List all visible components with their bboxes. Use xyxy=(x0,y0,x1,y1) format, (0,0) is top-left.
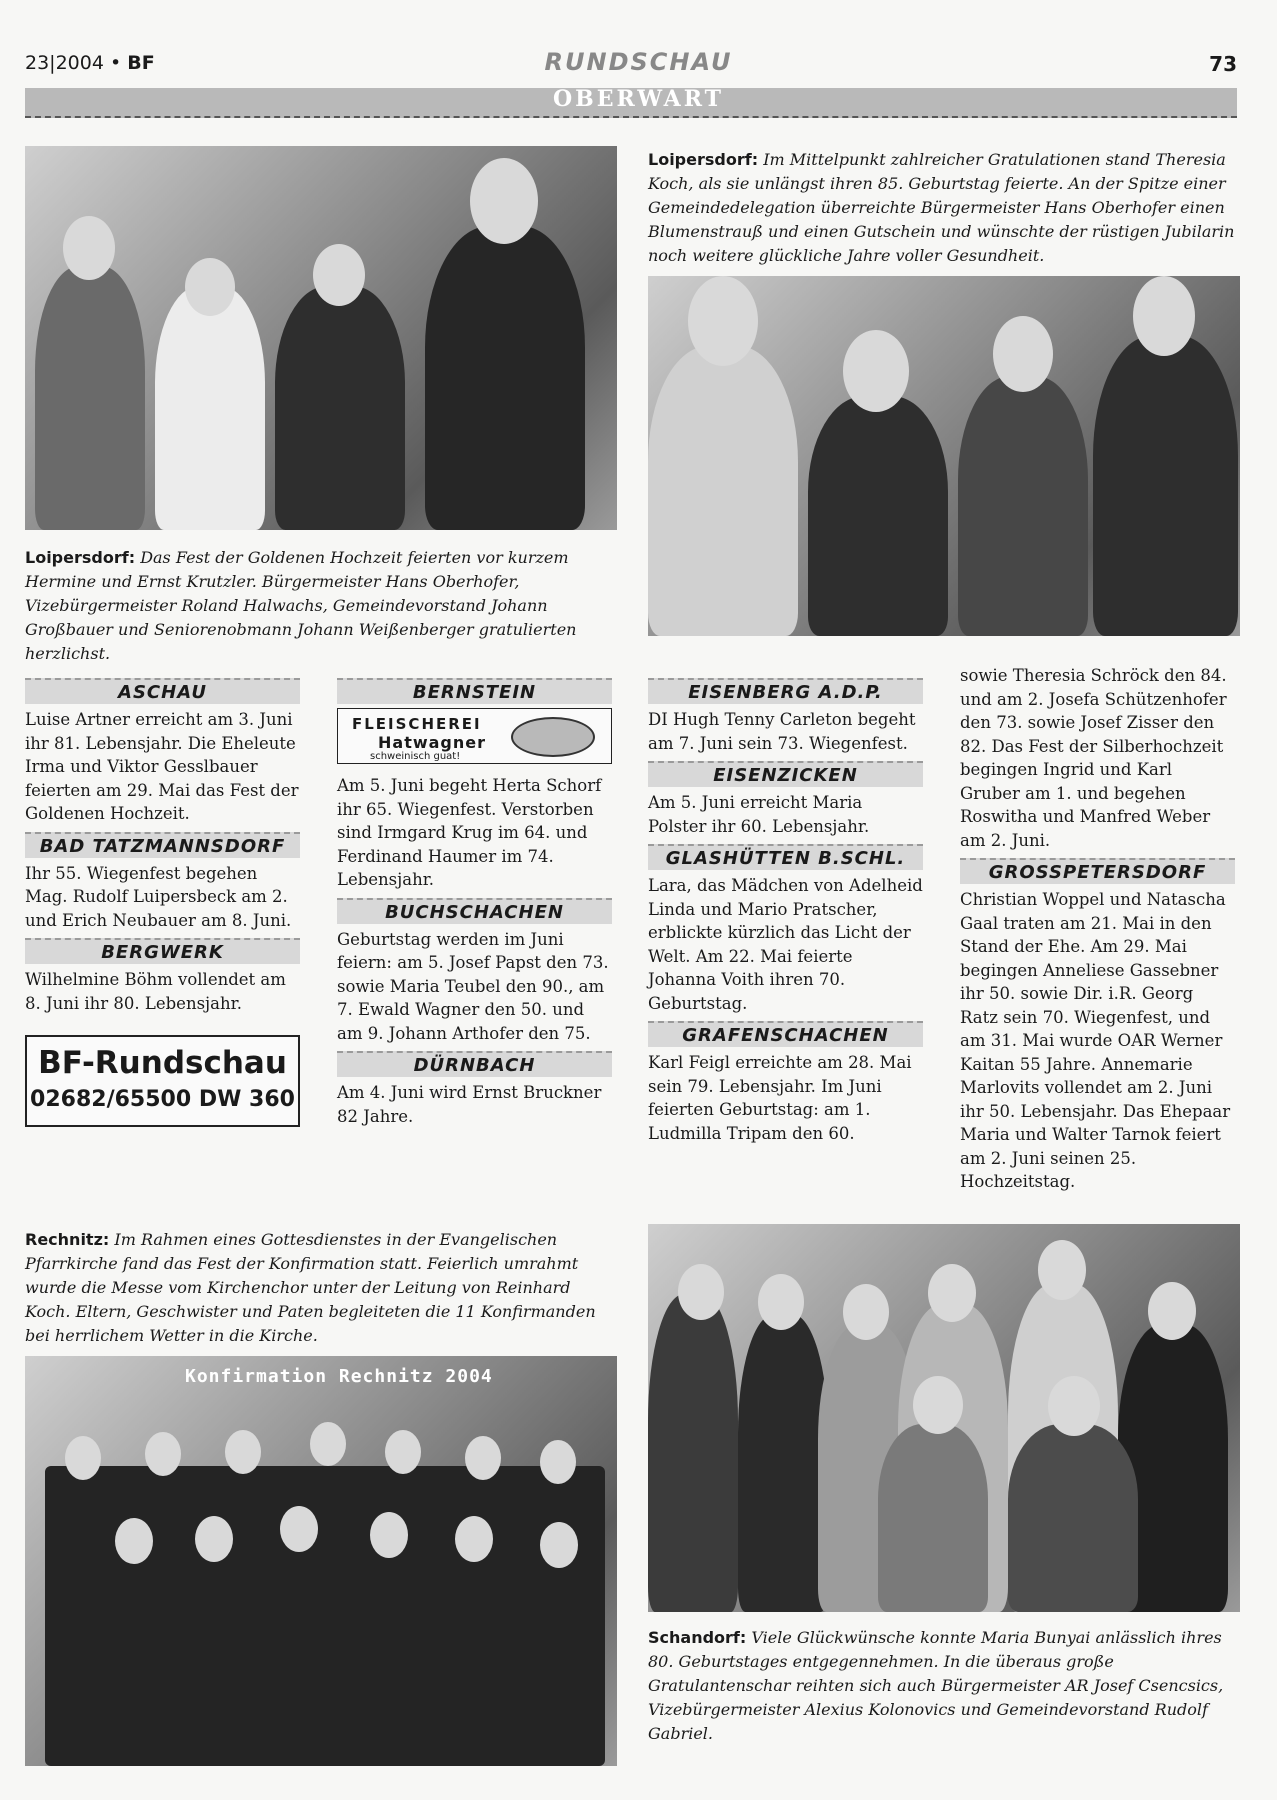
section-heading: ASCHAU xyxy=(25,678,300,704)
section-body: Christian Woppel und Natascha Gaal traten am 21. Mai in den Stand der Ehe. Am 29. Mai begingen Anneliese Gassebner ihr 50. sowie Dir. i.R. Georg Ratz sein 70. Wiegenfest, und am 31. Mai wurde OAR Werner Kaitan 55 Jahre. Annemarie Marlovits vollendet am 2. Juni ihr 50. Lebensjahr. Das Ehepaar Maria und Walter Tarnok feiert am 2. Juni seinen 25. Hochzeitstag. xyxy=(960,890,1231,1191)
caption-place: Rechnitz: xyxy=(25,1230,110,1249)
ad-line2: Hatwagner xyxy=(378,733,486,752)
section-body: Luise Artner erreicht am 3. Juni ihr 81. Lebensjahr. Die Eheleute Irma und Viktor Gesslbauer feierten am 29. Mai das Fest der Goldenen Hochzeit. xyxy=(25,710,299,823)
section-aschau xyxy=(25,678,300,826)
section-heading: BUCHSCHACHEN xyxy=(337,898,612,924)
caption-rechnitz xyxy=(25,1228,617,1348)
column-1 xyxy=(25,672,300,1127)
caption-theresia-koch xyxy=(648,148,1240,268)
photo-schandorf xyxy=(648,1224,1240,1612)
ad-phone: 02682/65500 DW 360 xyxy=(30,1087,295,1112)
section-grosspetersdorf xyxy=(960,858,1235,1194)
section-heading: BAD TATZMANNSDORF xyxy=(25,832,300,858)
section-heading: DÜRNBACH xyxy=(337,1051,612,1077)
caption-place: Loipersdorf: xyxy=(25,548,136,567)
section-body: Am 4. Juni wird Ernst Bruckner 82 Jahre. xyxy=(337,1083,602,1126)
section-bernstein xyxy=(337,678,612,892)
ad-fleischerei xyxy=(337,708,612,764)
section-body: Am 5. Juni erreicht Maria Polster ihr 60. Lebensjahr. xyxy=(648,793,870,836)
section-heading: GROSSPETERSDORF xyxy=(960,858,1235,884)
section-glashuetten xyxy=(648,844,923,1015)
section-heading: GRAFENSCHACHEN xyxy=(648,1021,923,1047)
section-body: Wilhelmine Böhm vollendet am 8. Juni ihr 80. Lebensjahr. xyxy=(25,970,286,1013)
section-buchschachen xyxy=(337,898,612,1046)
ad-slogan: schweinisch guat! xyxy=(370,751,461,762)
section-heading: EISENBERG A.D.P. xyxy=(648,678,923,704)
section-body-continued: sowie Theresia Schröck den 84. und am 2. Josefa Schützenhofer den 73. sowie Josef Zisser den 82. Das Fest der Silberhochzeit begingen Ingrid und Karl Gruber am 1. und begehen Roswitha und Manfred Weber am 2. Juni. xyxy=(960,666,1227,850)
paper-abbr: BF xyxy=(127,52,155,74)
section-heading: EISENZICKEN xyxy=(648,761,923,787)
separator-dot: • xyxy=(109,52,122,74)
caption-text: Das Fest der Goldenen Hochzeit feierten vor kurzem Hermine und Ernst Krutzler. Bürgermeister Hans Oberhofer, Vizebürgermeister Roland Halwachs, Gemeindevorstand Johann Großbauer und Seniorenobmann Johann Weißenberger gratulierten herzlichst. xyxy=(25,548,577,663)
caption-text: Viele Glückwünsche konnte Maria Bunyai anlässlich ihres 80. Geburtstages entgegennehmen. In die überaus große Gratulantenschar reihten sich auch Bürgermeister AR Josef Csencsics, Vizebürgermeister Alexius Kolonovics und Gemeindevorstand Rudolf Gabriel. xyxy=(648,1628,1224,1743)
page-number: 73 xyxy=(1209,52,1237,76)
photo-banner: Konfirmation Rechnitz 2004 xyxy=(185,1366,493,1387)
region-title: OBERWART xyxy=(553,86,724,112)
section-duernbach xyxy=(337,1051,612,1128)
section-eisenzicken xyxy=(648,761,923,838)
caption-place: Loipersdorf: xyxy=(648,150,759,169)
section-body: DI Hugh Tenny Carleton begeht am 7. Juni sein 73. Wiegenfest. xyxy=(648,710,916,753)
section-name: RUNDSCHAU xyxy=(544,48,733,76)
section-heading: BERNSTEIN xyxy=(337,678,612,704)
section-body: Ihr 55. Wiegenfest begehen Mag. Rudolf Luipersbeck am 2. und Erich Neubauer am 8. Juni. xyxy=(25,863,292,930)
section-body: Karl Feigl erreichte am 28. Mai sein 79. Lebensjahr. Im Juni feierten Geburtstag: am 1. Ludmilla Tripam den 60. xyxy=(648,1053,912,1143)
section-bergwerk xyxy=(25,938,300,1015)
column-2 xyxy=(337,672,612,1128)
section-heading: GLASHÜTTEN B.SCHL. xyxy=(648,844,923,870)
caption-text: Im Rahmen eines Gottesdienstes in der Evangelischen Pfarrkirche fand das Fest der Konfirmation statt. Feierlich umrahmt wurde die Messe vom Kirchenchor unter der Leitung von Reinhard Koch. Eltern, Geschwister und Paten begleiteten die 11 Konfirmanden bei herrlichem Wetter in die Kirche. xyxy=(25,1230,596,1345)
photo-85th-birthday xyxy=(648,276,1240,636)
caption-schandorf xyxy=(648,1626,1240,1746)
ad-line1: FLEISCHEREI xyxy=(352,715,482,733)
caption-text: Im Mittelpunkt zahlreicher Gratulationen stand Theresia Koch, als sie unlängst ihren 85. Geburtstag feierte. An der Spitze einer Gemeindedelegation überreichte Bürgermeister Hans Oberhofer einen Blumenstrauß und einen Gutschein und wünschte der rüstigen Jubilarin noch weitere glückliche Jahre voller Gesundheit. xyxy=(648,150,1235,265)
section-body: Am 5. Juni begeht Herta Schorf ihr 65. Wiegenfest. Verstorben sind Irmgard Krug im 64. und Ferdinand Haumer im 74. Lebensjahr. xyxy=(337,776,602,889)
photo-konfirmation xyxy=(25,1356,617,1766)
section-grafenschachen xyxy=(648,1021,923,1145)
caption-krutzler xyxy=(25,546,617,666)
section-bad-tatzmannsdorf xyxy=(25,832,300,933)
section-body: Geburtstag werden im Juni feiern: am 5. Josef Papst den 73. sowie Maria Teubel den 90., am 7. Ewald Wagner den 50. und am 9. Johann Arthofer den 75. xyxy=(337,929,609,1043)
issue-number: 23|2004 xyxy=(25,52,104,74)
caption-place: Schandorf: xyxy=(648,1628,747,1647)
ad-bf-rundschau xyxy=(25,1035,300,1127)
photo-golden-wedding xyxy=(25,146,617,530)
section-body: Lara, das Mädchen von Adelheid Linda und Mario Pratscher, erblickte kürzlich das Licht der Welt. Am 22. Mai feierte Johanna Voith ihren 70. Geburtstag. xyxy=(648,876,923,1013)
column-4 xyxy=(960,664,1235,1194)
ad-name: BF-Rundschau xyxy=(38,1045,287,1081)
column-3 xyxy=(648,672,923,1145)
section-heading: BERGWERK xyxy=(25,938,300,964)
pig-icon xyxy=(511,717,595,757)
section-eisenberg xyxy=(648,678,923,755)
